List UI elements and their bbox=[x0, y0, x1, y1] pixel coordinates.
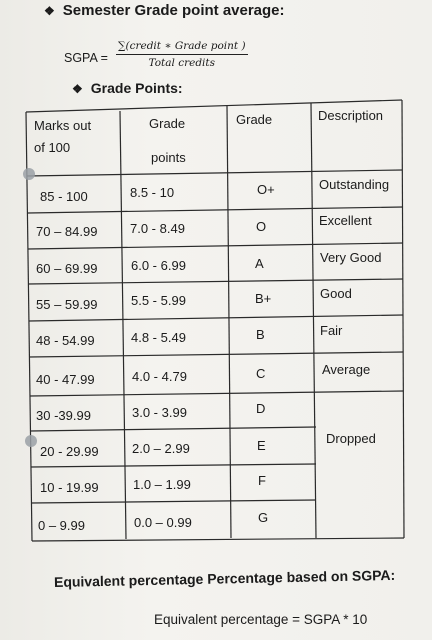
grade-points-heading-text: Grade Points: bbox=[90, 80, 183, 96]
formula-denominator: Total credits bbox=[148, 57, 216, 69]
row-7-points: 2.0 – 2.99 bbox=[132, 441, 190, 456]
header-marks: Marks out bbox=[34, 118, 92, 133]
row-9-marks: 0 – 9.99 bbox=[38, 518, 85, 533]
row-5-points: 4.0 - 4.79 bbox=[132, 369, 187, 384]
row-9-grade: G bbox=[258, 510, 269, 525]
row-5-grade: C bbox=[256, 366, 266, 381]
row-7-grade: E bbox=[257, 438, 266, 453]
row-5-description: Average bbox=[322, 362, 371, 377]
row-3-grade: B+ bbox=[255, 291, 272, 306]
row-9-points: 0.0 – 0.99 bbox=[134, 515, 192, 530]
row-3-points: 5.5 - 5.99 bbox=[131, 293, 186, 308]
formula-numerator: ∑(credit ∗ Grade point ) bbox=[116, 40, 248, 55]
row-6-points: 3.0 - 3.99 bbox=[132, 405, 187, 420]
dropped-label: Dropped bbox=[326, 431, 376, 446]
header-description: Description bbox=[318, 108, 384, 123]
row-2-marks: 60 – 69.99 bbox=[36, 261, 98, 276]
row-8-grade: F bbox=[258, 473, 266, 488]
row-0-marks: 85 - 100 bbox=[40, 189, 88, 204]
row-4-points: 4.8 - 5.49 bbox=[131, 330, 186, 345]
row-8-marks: 10 - 19.99 bbox=[40, 480, 99, 495]
punch-hole-icon bbox=[25, 435, 37, 447]
row-2-points: 6.0 - 6.99 bbox=[131, 258, 186, 273]
row-8-points: 1.0 – 1.99 bbox=[133, 477, 191, 492]
equivalent-percentage-formula: Equivalent percentage = SGPA * 10 bbox=[154, 612, 368, 627]
header-grade: Grade bbox=[236, 112, 273, 127]
row-1-grade: O bbox=[256, 219, 267, 234]
punch-hole-icon bbox=[23, 168, 35, 180]
sgpa-label: SGPA = bbox=[64, 51, 108, 65]
row-1-marks: 70 – 84.99 bbox=[36, 224, 98, 239]
row-3-marks: 55 – 59.99 bbox=[36, 297, 98, 312]
diamond-bullet-icon: ❖ bbox=[72, 82, 83, 96]
row-2-grade: A bbox=[255, 256, 264, 271]
sgpa-heading-text: Semester Grade point average: bbox=[62, 2, 285, 19]
row-2-description: Very Good bbox=[320, 250, 382, 265]
row-0-points: 8.5 - 10 bbox=[130, 185, 175, 200]
equivalent-percentage-heading: Equivalent percentage Percentage based on SGPA: bbox=[53, 566, 396, 590]
header-grade-points: Grade bbox=[149, 116, 186, 131]
row-1-points: 7.0 - 8.49 bbox=[130, 221, 185, 236]
row-5-marks: 40 - 47.99 bbox=[36, 372, 95, 387]
row-4-grade: B bbox=[256, 327, 265, 342]
row-4-marks: 48 - 54.99 bbox=[36, 333, 95, 348]
row-6-grade: D bbox=[256, 401, 266, 416]
row-4-description: Fair bbox=[320, 323, 343, 338]
header-grade-points-line2: points bbox=[151, 150, 186, 165]
diamond-bullet-icon: ❖ bbox=[44, 4, 55, 18]
header-marks-line2: of 100 bbox=[34, 140, 71, 155]
row-0-grade: O+ bbox=[257, 182, 275, 197]
row-3-description: Good bbox=[320, 286, 352, 301]
row-6-marks: 30 -39.99 bbox=[36, 408, 91, 423]
row-7-marks: 20 - 29.99 bbox=[40, 444, 99, 459]
row-0-description: Outstanding bbox=[319, 177, 390, 192]
row-1-description: Excellent bbox=[319, 213, 372, 228]
